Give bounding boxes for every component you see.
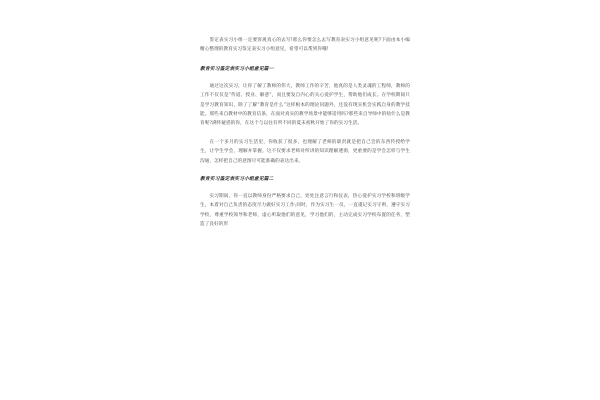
section-1-paragraph-2: 在一个多月的实习生活里，你收获了很多，也理解了老师的职责就是把自己会的东西传授给学生，让学生学会，理解并掌握。这不仅要求老师对所讲的知识理解透彻，更重要的是学会怎样与学生沟通，怎样把自己的意图尽可能准确的表达出来。 (200, 139, 410, 164)
intro-paragraph: 鉴定表实习小组一定要客观真心的去写!那么你要怎么去写教育表实习小组意见呢?下面由本小编精心整理的教育实习鉴定表实习小组意见，希望可以帮到你哦! (200, 38, 410, 53)
article-body (200, 36, 410, 239)
section-heading-1: 教育实习鉴定表实习小组意见篇一 (200, 65, 274, 72)
section-1-paragraph-1: 通过这次实习，让你了解了教师的伟大，教师工作的辛苦，他真的是人类灵魂的工程师，教师的工作不仅仅是“传道、授业、解惑”，而且要发自内心的关心爱护学生，帮助他们成长。在学校期间只是学习教育知识，除了了解“教育是什么”这样根本的理论问题外，还没有现实机会实践自身的教学技能。那些来自教材中的教育信条，在面对真实的教学场景中能够适用吗?那些来自导师中的啥什么是教育呢?满怀疑惑的你，在这个与以往有所不同的夏末初秋开始了你的实习生活。 (200, 83, 410, 127)
section-2-paragraph-1: 实习期间，你一直以教师身份严格要求自己，处处注意言行和仪表，热心爱护实习学校和班级学生，本着对自己负责的态度尽力做好实习工作;同时，作为实习生一员，一直谨记实习守则，遵守实习学校，尊重学校领导和老师，虚心听取他们的意见，学习他们的，主动完成实习学校布置的任务，塑造了良好的形 (200, 194, 410, 228)
section-heading-2: 教育实习鉴定表实习小组意见篇二 (200, 176, 274, 183)
